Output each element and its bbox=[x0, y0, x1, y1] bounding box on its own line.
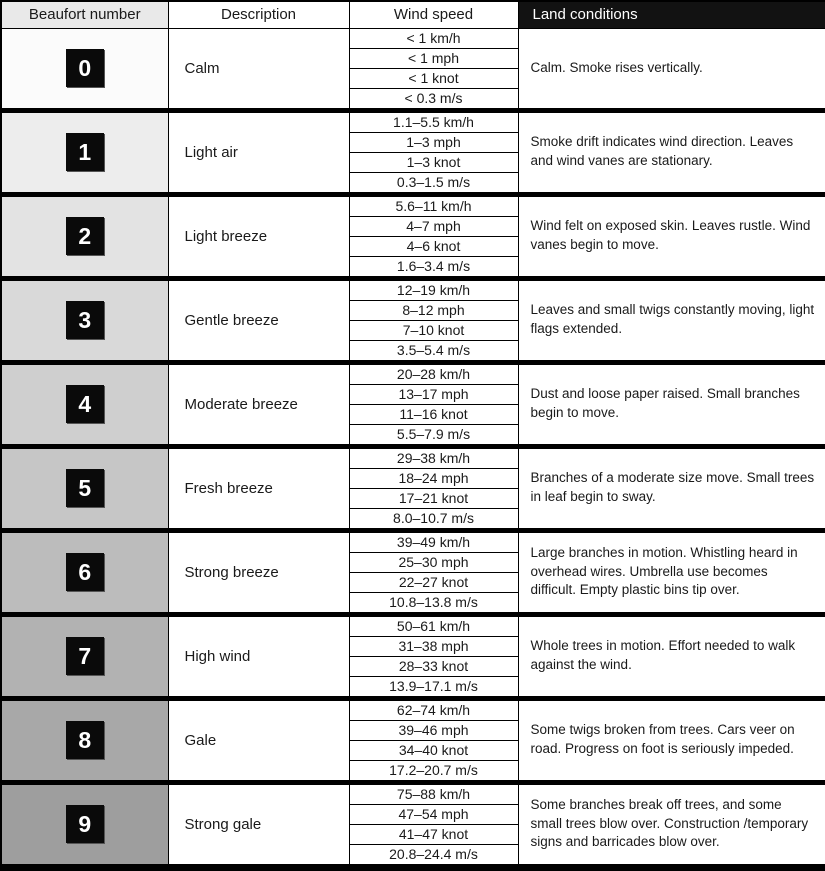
description-cell: Gale bbox=[168, 698, 349, 782]
wind-speed-mph-cell: 4–7 mph bbox=[349, 216, 518, 236]
beaufort-number-badge: 0 bbox=[66, 49, 104, 87]
land-conditions-cell: Whole trees in motion. Effort needed to walk against the wind. bbox=[518, 614, 825, 698]
wind-speed-ms-cell: 8.0–10.7 m/s bbox=[349, 508, 518, 530]
wind-speed-mph-cell: 18–24 mph bbox=[349, 468, 518, 488]
land-conditions-cell: Branches of a moderate size move. Small trees in leaf begin to sway. bbox=[518, 446, 825, 530]
header-description: Description bbox=[168, 1, 349, 28]
wind-speed-knot-cell: 28–33 knot bbox=[349, 656, 518, 676]
wind-speed-knot-cell: 41–47 knot bbox=[349, 824, 518, 844]
table-row bbox=[1, 362, 825, 384]
beaufort-number-badge: 8 bbox=[66, 721, 104, 759]
description-cell: Calm bbox=[168, 28, 349, 110]
description-cell: Moderate breeze bbox=[168, 362, 349, 446]
beaufort-number-badge: 7 bbox=[66, 637, 104, 675]
table-body bbox=[1, 28, 825, 867]
description-cell: Gentle breeze bbox=[168, 278, 349, 362]
description-cell: Light breeze bbox=[168, 194, 349, 278]
table-row bbox=[1, 194, 825, 216]
land-conditions-cell: Some twigs broken from trees. Cars veer on road. Progress on foot is seriously impeded. bbox=[518, 698, 825, 782]
wind-speed-kmh-cell: 5.6–11 km/h bbox=[349, 194, 518, 216]
wind-speed-mph-cell: 25–30 mph bbox=[349, 552, 518, 572]
beaufort-number-badge: 5 bbox=[66, 469, 104, 507]
wind-speed-kmh-cell: 1.1–5.5 km/h bbox=[349, 110, 518, 132]
table-row bbox=[1, 530, 825, 552]
wind-speed-mph-cell: 47–54 mph bbox=[349, 804, 518, 824]
land-conditions-cell: Wind felt on exposed skin. Leaves rustle. Wind vanes begin to move. bbox=[518, 194, 825, 278]
wind-speed-kmh-cell: 39–49 km/h bbox=[349, 530, 518, 552]
land-conditions-cell: Large branches in motion. Whistling heard in overhead wires. Umbrella use becomes difficult. Empty plastic bins tip over. bbox=[518, 530, 825, 614]
land-conditions-cell: Smoke drift indicates wind direction. Leaves and wind vanes are stationary. bbox=[518, 110, 825, 194]
table-row bbox=[1, 28, 825, 48]
wind-speed-mph-cell: 31–38 mph bbox=[349, 636, 518, 656]
wind-speed-ms-cell: 3.5–5.4 m/s bbox=[349, 340, 518, 362]
wind-speed-ms-cell: < 0.3 m/s bbox=[349, 88, 518, 110]
wind-speed-ms-cell: 10.8–13.8 m/s bbox=[349, 592, 518, 614]
land-conditions-cell: Some branches break off trees, and some small trees blow over. Construction /temporary signs and barricades blow over. bbox=[518, 782, 825, 867]
header-land-conditions: Land conditions bbox=[518, 1, 825, 28]
beaufort-number-badge: 4 bbox=[66, 385, 104, 423]
land-conditions-cell: Calm. Smoke rises vertically. bbox=[518, 28, 825, 110]
wind-speed-mph-cell: 13–17 mph bbox=[349, 384, 518, 404]
wind-speed-knot-cell: 22–27 knot bbox=[349, 572, 518, 592]
description-cell: Fresh breeze bbox=[168, 446, 349, 530]
wind-speed-kmh-cell: 62–74 km/h bbox=[349, 698, 518, 720]
wind-speed-mph-cell: 1–3 mph bbox=[349, 132, 518, 152]
table-row bbox=[1, 782, 825, 804]
beaufort-number-cell bbox=[1, 110, 168, 194]
beaufort-number-cell bbox=[1, 194, 168, 278]
wind-speed-ms-cell: 5.5–7.9 m/s bbox=[349, 424, 518, 446]
table-row bbox=[1, 278, 825, 300]
wind-speed-kmh-cell: 29–38 km/h bbox=[349, 446, 518, 468]
header-wind-speed: Wind speed bbox=[349, 1, 518, 28]
table-row bbox=[1, 614, 825, 636]
wind-speed-kmh-cell: < 1 km/h bbox=[349, 28, 518, 48]
wind-speed-kmh-cell: 20–28 km/h bbox=[349, 362, 518, 384]
wind-speed-ms-cell: 1.6–3.4 m/s bbox=[349, 256, 518, 278]
wind-speed-mph-cell: < 1 mph bbox=[349, 48, 518, 68]
beaufort-number-cell bbox=[1, 28, 168, 110]
description-cell: Light air bbox=[168, 110, 349, 194]
wind-speed-ms-cell: 20.8–24.4 m/s bbox=[349, 844, 518, 867]
beaufort-number-badge: 6 bbox=[66, 553, 104, 591]
beaufort-number-cell bbox=[1, 614, 168, 698]
wind-speed-knot-cell: 17–21 knot bbox=[349, 488, 518, 508]
wind-speed-mph-cell: 39–46 mph bbox=[349, 720, 518, 740]
table-row bbox=[1, 446, 825, 468]
wind-speed-ms-cell: 0.3–1.5 m/s bbox=[349, 172, 518, 194]
beaufort-number-badge: 9 bbox=[66, 805, 104, 843]
description-cell: Strong gale bbox=[168, 782, 349, 867]
wind-speed-knot-cell: 34–40 knot bbox=[349, 740, 518, 760]
beaufort-number-badge: 1 bbox=[66, 133, 104, 171]
beaufort-number-cell bbox=[1, 278, 168, 362]
wind-speed-kmh-cell: 75–88 km/h bbox=[349, 782, 518, 804]
beaufort-number-cell bbox=[1, 698, 168, 782]
description-cell: Strong breeze bbox=[168, 530, 349, 614]
land-conditions-cell: Dust and loose paper raised. Small branches begin to move. bbox=[518, 362, 825, 446]
wind-speed-ms-cell: 17.2–20.7 m/s bbox=[349, 760, 518, 782]
header-row bbox=[1, 1, 825, 28]
beaufort-number-cell bbox=[1, 530, 168, 614]
wind-speed-knot-cell: 4–6 knot bbox=[349, 236, 518, 256]
wind-speed-knot-cell: 11–16 knot bbox=[349, 404, 518, 424]
wind-speed-kmh-cell: 50–61 km/h bbox=[349, 614, 518, 636]
description-cell: High wind bbox=[168, 614, 349, 698]
wind-speed-mph-cell: 8–12 mph bbox=[349, 300, 518, 320]
table-row bbox=[1, 698, 825, 720]
beaufort-number-cell bbox=[1, 446, 168, 530]
beaufort-number-cell bbox=[1, 782, 168, 867]
wind-speed-knot-cell: < 1 knot bbox=[349, 68, 518, 88]
wind-speed-knot-cell: 7–10 knot bbox=[349, 320, 518, 340]
wind-speed-kmh-cell: 12–19 km/h bbox=[349, 278, 518, 300]
table-header bbox=[1, 1, 825, 28]
beaufort-number-cell bbox=[1, 362, 168, 446]
beaufort-number-badge: 3 bbox=[66, 301, 104, 339]
header-beaufort-number: Beaufort number bbox=[1, 1, 168, 28]
wind-speed-ms-cell: 13.9–17.1 m/s bbox=[349, 676, 518, 698]
beaufort-number-badge: 2 bbox=[66, 217, 104, 255]
table-row bbox=[1, 110, 825, 132]
wind-speed-knot-cell: 1–3 knot bbox=[349, 152, 518, 172]
land-conditions-cell: Leaves and small twigs constantly moving, light flags extended. bbox=[518, 278, 825, 362]
